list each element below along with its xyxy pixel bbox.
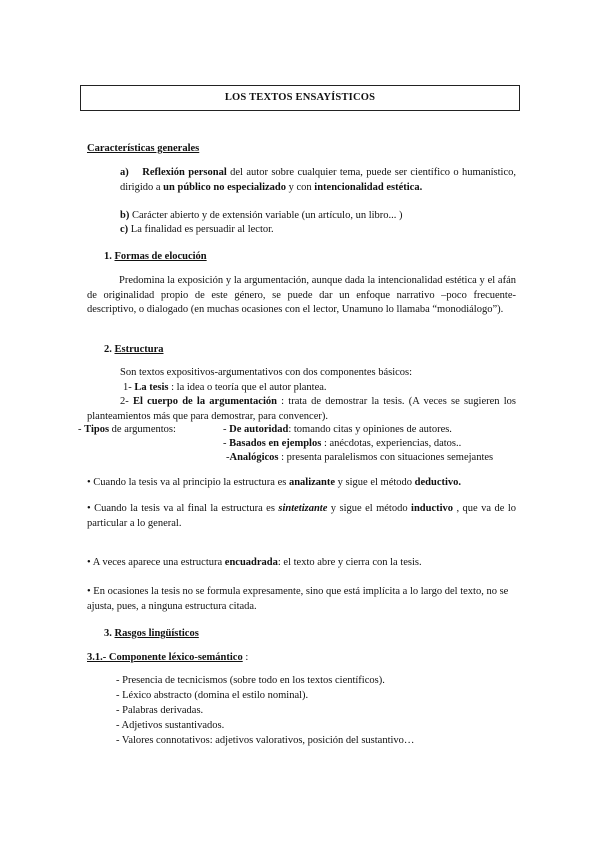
componente-number: 1- (123, 382, 132, 393)
bullet-text: • A veces aparece una estructura (87, 557, 225, 568)
argumento-bold: De autoridad (229, 424, 289, 435)
componente-number: 2- (120, 396, 129, 407)
bullet-implicita: • En ocasiones la tesis no se formula expresamente, sino que está implícita a lo largo del texto, no se ajusta, pues, a ninguna estructura citada. (87, 586, 509, 612)
section-number: 3. (104, 628, 112, 639)
argumento-autoridad: - De autoridad: tomando citas y opiniones de autores. (223, 424, 452, 435)
section-heading-rasgos (104, 627, 199, 642)
list-item: - Presencia de tecnicismos (sobre todo en los textos científicos). (116, 675, 385, 686)
componente-text: : trata de demostrar la tesis. (A veces se sugieren los planteamientos más que para demostrar, para convencer). (87, 396, 516, 422)
list-item: - Valores connotativos: adjetivos valorativos, posición del sustantivo… (116, 735, 415, 746)
bullet-bold: deductivo. (414, 477, 462, 488)
section-title: Estructura (114, 344, 164, 355)
bullet-analizante (87, 476, 461, 491)
subsection-heading (87, 651, 248, 666)
section-number: 2. (104, 344, 112, 355)
argumento-bold: Basados en ejemplos (229, 438, 322, 449)
argumento-ejemplos: - Basados en ejemplos : anécdotas, experiencias, datos.. (223, 438, 462, 449)
list-item: - Léxico abstracto (domina el estilo nominal). (116, 690, 309, 701)
paragraph-formas: Predomina la exposición y la argumentación, aunque dada la intencionalidad estética y el afán de originalidad propio de este género, se puede dar un enfoque narrativo –poco frecuente- descriptivo, o dialogado (en muchas ocasiones con el lector, Unamuno lo llamaba “monodiálogo”). (87, 275, 516, 315)
item-b-text: Carácter abierto y de extensión variable (un artículo, un libro... ) (129, 210, 403, 221)
argumento-text: : anécdotas, experiencias, datos.. (321, 438, 462, 449)
item-a-text-1: del autor sobre cualquier tema, puede ser científico o humanístico, dirigido a (120, 167, 517, 193)
bullet-bold: encuadrada (224, 557, 278, 568)
argumento-analogicos: -Analógicos : presenta paralelismos con situaciones semejantes (226, 452, 494, 463)
page-title: LOS TEXTOS ENSAYÍSTICOS (80, 85, 520, 111)
componente-bold: La tesis (134, 382, 169, 393)
item-b-label: b) (120, 210, 130, 221)
tipos-argumentos (78, 423, 176, 438)
list-item: - Adjetivos sustantivados. (116, 720, 225, 731)
rasgos-list (116, 674, 414, 749)
section-title: Formas de elocución (114, 251, 207, 262)
componente-text: : la idea o teoría que el autor plantea. (168, 382, 327, 393)
bullet-sintetizante (87, 502, 516, 531)
bullet-text: y sigue el método (327, 503, 412, 514)
section-title: Rasgos lingüísticos (114, 628, 199, 639)
argumento-text: : presenta paralelismos con situaciones semejantes (278, 452, 494, 463)
bullet-text: y sigue el método (335, 477, 415, 488)
estructura-intro: Son textos expositivos-argumentativos con dos componentes básicos: (120, 367, 413, 378)
bullet-text: : el texto abre y cierra con la tesis. (277, 557, 422, 568)
bullet-bold: sintetizante (278, 503, 328, 514)
item-a-bold-1: Reflexión personal (142, 167, 227, 178)
item-a (120, 166, 516, 195)
section-heading-formas (104, 250, 207, 265)
tipos-text: de argumentos: (109, 424, 176, 435)
section-number: 1. (104, 251, 112, 262)
componente-1 (123, 381, 327, 396)
item-a-text-2: y con (286, 181, 315, 193)
section-heading-caracteristicas: Características generales (87, 143, 200, 154)
item-c-text: La finalidad es persuadir al lector. (128, 224, 274, 235)
componente-bold: El cuerpo de la argumentación (132, 396, 277, 407)
argumento-text: : tomando citas y opiniones de autores. (288, 424, 452, 435)
item-c-label: c) (120, 224, 129, 235)
bullet-encuadrada (87, 556, 422, 571)
section-heading-estructura (104, 343, 164, 358)
item-a-bold-3: intencionalidad estética. (314, 181, 423, 193)
bullet-text: • Cuando la tesis va al principio la estructura es (87, 477, 289, 488)
subsection-colon: : (242, 652, 249, 663)
item-c (120, 223, 274, 238)
list-item: - Palabras derivadas. (116, 705, 204, 716)
tipos-dash: - (78, 424, 85, 435)
item-a-bold-2: un público no especializado (163, 181, 286, 193)
bullet-text: • Cuando la tesis va al final la estructura es (87, 503, 279, 514)
tipos-bold: Tipos (84, 424, 110, 435)
argumento-bold: Analógicos (229, 452, 279, 463)
bullet-text: , que va de lo particular a lo general. (87, 503, 516, 529)
bullet-bold: inductivo (411, 503, 454, 514)
subsection-title: 3.1.- Componente léxico-semántico (87, 652, 243, 663)
item-b (120, 209, 403, 224)
componente-2 (87, 395, 516, 424)
bullet-bold: analizante (288, 477, 336, 488)
item-a-label: a) (120, 167, 129, 178)
